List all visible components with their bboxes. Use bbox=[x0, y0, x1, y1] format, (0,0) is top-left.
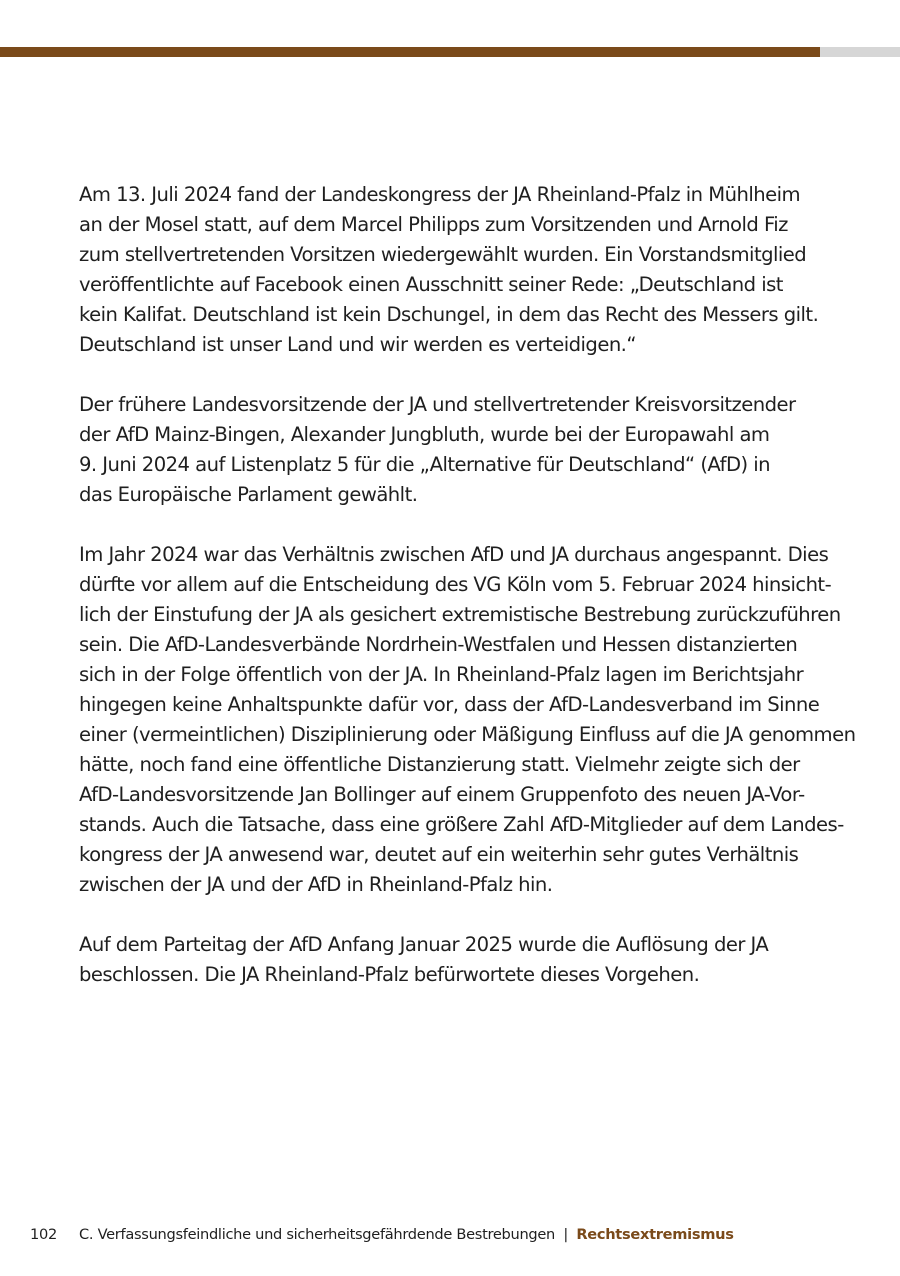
paragraph-3 bbox=[79, 540, 856, 900]
text-line: Auf dem Parteitag der AfD Anfang Januar 2025 wurde die Auflösung der JA bbox=[79, 933, 769, 956]
body-text bbox=[79, 180, 856, 1020]
footer-section: Rechtsextremismus bbox=[576, 1226, 734, 1243]
text-line: Deutschland ist unser Land und wir werden es verteidigen.“ bbox=[79, 333, 636, 356]
footer-running-title bbox=[79, 1224, 734, 1246]
footer-chapter: C. Verfassungsfeindliche und sicherheitsgefährdende Bestrebungen bbox=[79, 1226, 556, 1243]
text-line: das Europäische Parlament gewählt. bbox=[79, 483, 418, 506]
text-line: an der Mosel statt, auf dem Marcel Philipps zum Vorsitzenden und Arnold Fiz bbox=[79, 213, 788, 236]
text-line: kongress der JA anwesend war, deutet auf ein weiterhin sehr gutes Verhältnis bbox=[79, 843, 799, 866]
header-rule-end bbox=[820, 47, 900, 57]
text-line: einer (vermeintlichen) Disziplinierung oder Mäßigung Einfluss auf die JA genommen bbox=[79, 723, 856, 746]
page-footer bbox=[30, 1224, 870, 1246]
text-line: dürfte vor allem auf die Entscheidung des VG Köln vom 5. Februar 2024 hinsicht- bbox=[79, 573, 832, 596]
text-line: zwischen der JA und der AfD in Rheinland-Pfalz hin. bbox=[79, 873, 553, 896]
header-rule-accent bbox=[0, 47, 820, 57]
footer-separator: | bbox=[563, 1226, 568, 1243]
text-line: Am 13. Juli 2024 fand der Landeskongress der JA Rheinland-Pfalz in Mühlheim bbox=[79, 183, 801, 206]
text-line: sich in der Folge öffentlich von der JA. In Rheinland-Pfalz lagen im Berichtsjahr bbox=[79, 663, 804, 686]
paragraph-2 bbox=[79, 390, 839, 510]
text-line: sein. Die AfD-Landesverbände Nordrhein-Westfalen und Hessen distanzierten bbox=[79, 633, 798, 656]
text-line: lich der Einstufung der JA als gesichert extremistische Bestrebung zurückzuführen bbox=[79, 603, 841, 626]
text-line: Der frühere Landesvorsitzende der JA und stellvertretender Kreisvorsitzender bbox=[79, 393, 796, 416]
text-line: stands. Auch die Tatsache, dass eine größere Zahl AfD-Mitglieder auf dem Landes- bbox=[79, 813, 844, 836]
text-line: Im Jahr 2024 war das Verhältnis zwischen AfD und JA durchaus angespannt. Dies bbox=[79, 543, 829, 566]
paragraph-1 bbox=[79, 180, 839, 360]
text-line: zum stellvertretenden Vorsitzen wiedergewählt wurden. Ein Vorstandsmitglied bbox=[79, 243, 807, 266]
text-line: 9. Juni 2024 auf Listenplatz 5 für die „Alternative für Deutschland“ (AfD) in bbox=[79, 453, 771, 476]
paragraph-4 bbox=[79, 930, 839, 990]
text-line: hingegen keine Anhaltspunkte dafür vor, dass der AfD-Landesverband im Sinne bbox=[79, 693, 820, 716]
text-line: kein Kalifat. Deutschland ist kein Dschungel, in dem das Recht des Messers gilt. bbox=[79, 303, 819, 326]
text-line: hätte, noch fand eine öffentliche Distanzierung statt. Vielmehr zeigte sich der bbox=[79, 753, 800, 776]
text-line: der AfD Mainz-Bingen, Alexander Jungbluth, wurde bei der Europawahl am bbox=[79, 423, 770, 446]
header-rule bbox=[0, 47, 900, 57]
text-line: AfD-Landesvorsitzende Jan Bollinger auf einem Gruppenfoto des neuen JA-Vor- bbox=[79, 783, 805, 806]
text-line: veröffentlichte auf Facebook einen Ausschnitt seiner Rede: „Deutschland ist bbox=[79, 273, 783, 296]
page-number: 102 bbox=[30, 1226, 57, 1243]
text-line: beschlossen. Die JA Rheinland-Pfalz befürwortete dieses Vorgehen. bbox=[79, 963, 700, 986]
